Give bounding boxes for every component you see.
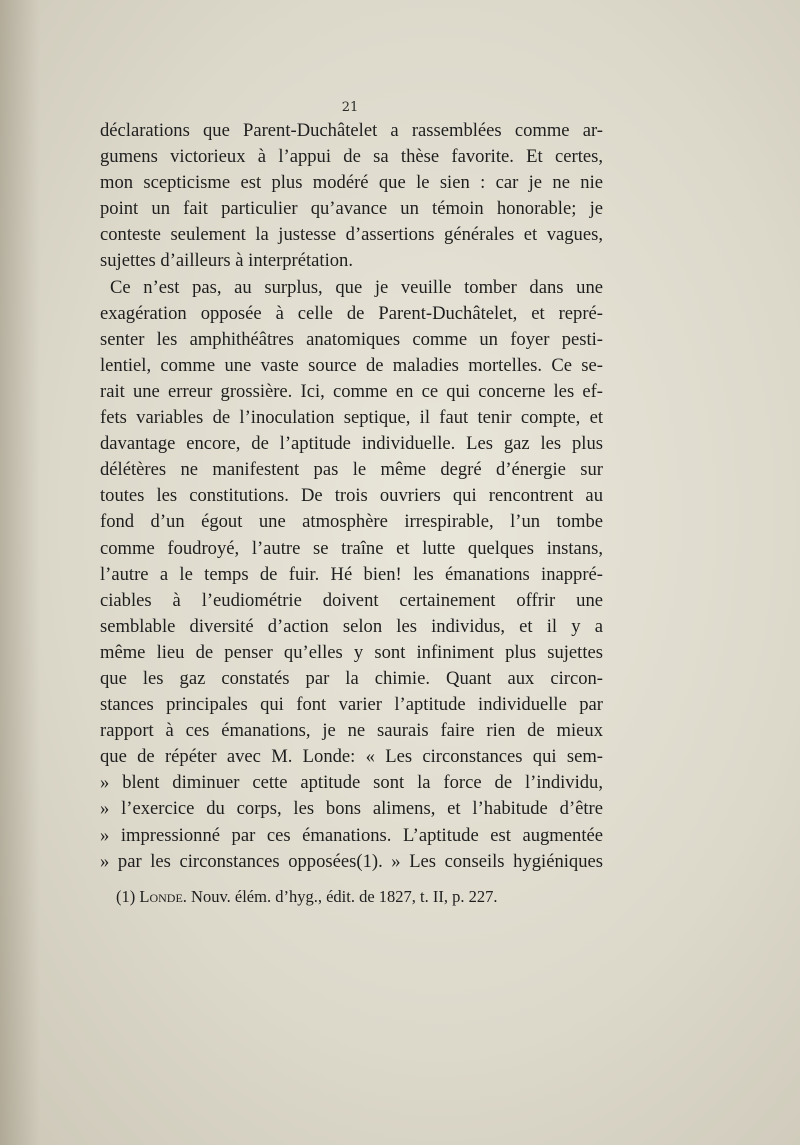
text-line: senter les amphithéâtres anatomiques comme un foyer pesti- [100, 328, 603, 350]
text-line: délétères ne manifestent pas le même degré d’énergie sur [100, 459, 603, 481]
text-line: point un fait particulier qu’avance un témoin honorable; je [100, 198, 603, 220]
text-line: Ce n’est pas, au surplus, que je veuille tomber dans une [110, 276, 603, 298]
text-line: stances principales qui font varier l’aptitude individuelle par [100, 694, 603, 716]
text-line: même lieu de penser qu’elles y sont infiniment plus sujettes [100, 641, 603, 663]
text-line: » l’exercice du corps, les bons alimens, et l’habitude d’être [100, 798, 603, 820]
footnote-author: Londe. [139, 887, 187, 906]
text-line: fets variables de l’inoculation septique, il faut tenir compte, et [100, 407, 603, 429]
footnote [116, 887, 616, 907]
text-line: l’autre a le temps de fuir. Hé bien! les émanations inappré- [100, 563, 603, 585]
text-line: que les gaz constatés par la chimie. Quant aux circon- [100, 667, 603, 689]
footnote-reference: Nouv. élém. d’hyg., édit. de 1827, t. II, p. 227. [191, 887, 498, 906]
text-line: sujettes d’ailleurs à interprétation. [100, 250, 353, 272]
text-line: ciables à l’eudiométrie doivent certainement offrir une [100, 589, 603, 611]
text-line: lentiel, comme une vaste source de maladies mortelles. Ce se- [100, 354, 603, 376]
body-text [100, 118, 603, 875]
text-line: mon scepticisme est plus modéré que le sien : car je ne nie [100, 172, 603, 194]
text-line: davantage encore, de l’aptitude individuelle. Les gaz les plus [100, 433, 603, 455]
text-line: » par les circonstances opposées(1). » Les conseils hygiéniques [100, 850, 603, 872]
footnote-marker: (1) [116, 887, 136, 906]
text-line: » blent diminuer cette aptitude sont la force de l’individu, [100, 772, 603, 794]
page-number: 21 [341, 100, 359, 115]
text-line: rapport à ces émanations, je ne saurais faire rien de mieux [100, 720, 603, 742]
text-line: rait une erreur grossière. Ici, comme en ce qui concerne les ef- [100, 380, 603, 402]
text-line: exagération opposée à celle de Parent-Duchâtelet, et repré- [100, 302, 603, 324]
text-line: conteste seulement la justesse d’assertions générales et vagues, [100, 224, 603, 246]
text-line: déclarations que Parent-Duchâtelet a rassemblées comme ar- [100, 120, 603, 141]
text-line: fond d’un égout une atmosphère irrespirable, l’un tombe [100, 511, 603, 533]
text-line: comme foudroyé, l’autre se traîne et lutte quelques instans, [100, 537, 603, 559]
text-line: toutes les constitutions. De trois ouvriers qui rencontrent au [100, 485, 603, 507]
text-line: semblable diversité d’action selon les individus, et il y a [100, 615, 603, 637]
text-line: gumens victorieux à l’appui de sa thèse favorite. Et certes, [100, 146, 603, 168]
text-line: » impressionné par ces émanations. L’aptitude est augmentée [100, 824, 603, 846]
text-line: que de répéter avec M. Londe: « Les circonstances qui sem- [100, 746, 603, 768]
